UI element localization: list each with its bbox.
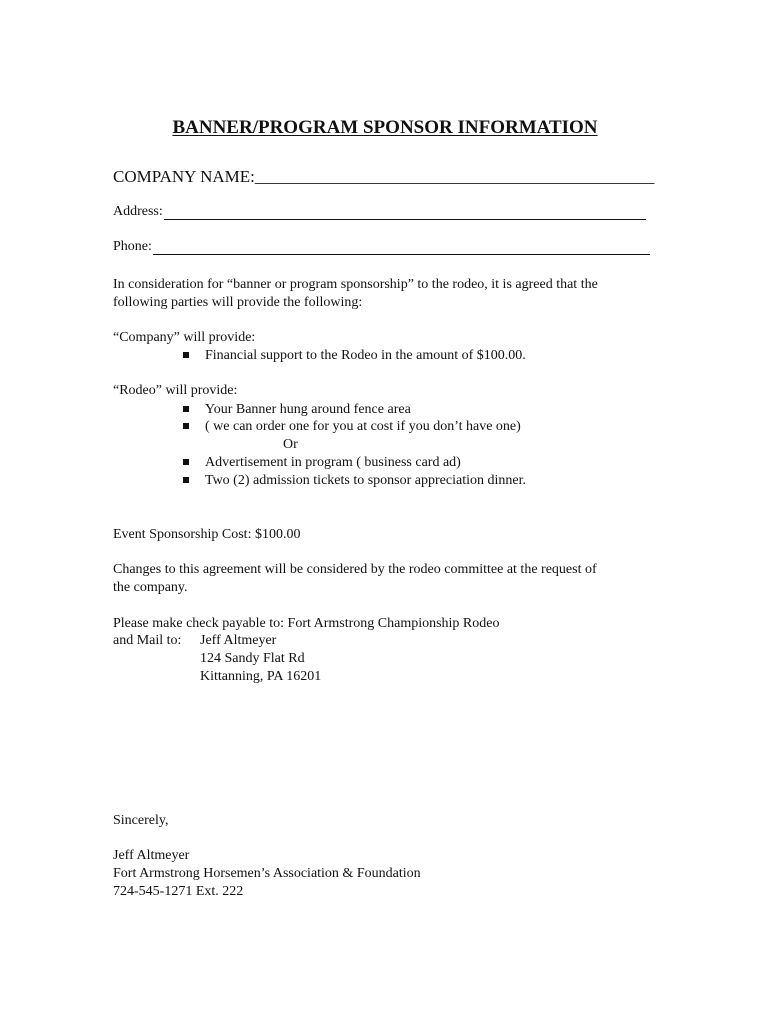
bullet-icon (183, 352, 189, 358)
signer-phone: 724-545-1271 Ext. 222 (113, 884, 244, 899)
bullet-icon (183, 406, 189, 412)
company-name-blank: _______________________________________________ (254, 167, 655, 186)
company-provides-heading: “Company” will provide: (113, 330, 256, 345)
changes-line-1: Changes to this agreement will be considered by the rodeo committee at the request of (113, 562, 597, 577)
or-text: Or (283, 437, 298, 452)
mail-to-city: Kittanning, PA 16201 (200, 669, 322, 684)
rodeo-provides-item: Advertisement in program ( business card ad) (205, 455, 461, 470)
phone-blank-line (153, 240, 650, 255)
signer-name: Jeff Altmeyer (113, 848, 190, 863)
closing-salutation: Sincerely, (113, 813, 169, 828)
phone-label: Phone: (113, 239, 152, 254)
rodeo-provides-item: ( we can order one for you at cost if you don’t have one) (205, 419, 521, 434)
mail-to-street: 124 Sandy Flat Rd (200, 651, 305, 666)
rodeo-provides-heading: “Rodeo” will provide: (113, 383, 238, 398)
bullet-icon (183, 477, 189, 483)
intro-line-1: In consideration for “banner or program sponsorship” to the rodeo, it is agreed that the (113, 277, 598, 292)
address-field (113, 204, 646, 220)
company-provides-item: Financial support to the Rodeo in the amount of $100.00. (205, 348, 526, 363)
mail-to-label: and Mail to: (113, 633, 182, 648)
bullet-icon (183, 459, 189, 465)
address-blank-line (164, 205, 646, 220)
mail-to-name: Jeff Altmeyer (200, 633, 277, 648)
signer-organization: Fort Armstrong Horsemen’s Association & Foundation (113, 866, 421, 881)
rodeo-provides-item: Your Banner hung around fence area (205, 402, 411, 417)
address-label: Address: (113, 204, 163, 219)
company-name-field (113, 167, 654, 187)
sponsorship-cost: Event Sponsorship Cost: $100.00 (113, 527, 301, 542)
company-name-label: COMPANY NAME: (113, 167, 255, 186)
payable-to: Please make check payable to: Fort Armstrong Championship Rodeo (113, 616, 500, 631)
document-title: BANNER/PROGRAM SPONSOR INFORMATION (172, 117, 598, 138)
changes-line-2: the company. (113, 580, 188, 595)
rodeo-provides-item: Two (2) admission tickets to sponsor appreciation dinner. (205, 473, 526, 488)
phone-field (113, 239, 650, 255)
intro-line-2: following parties will provide the following: (113, 295, 363, 310)
bullet-icon (183, 423, 189, 429)
